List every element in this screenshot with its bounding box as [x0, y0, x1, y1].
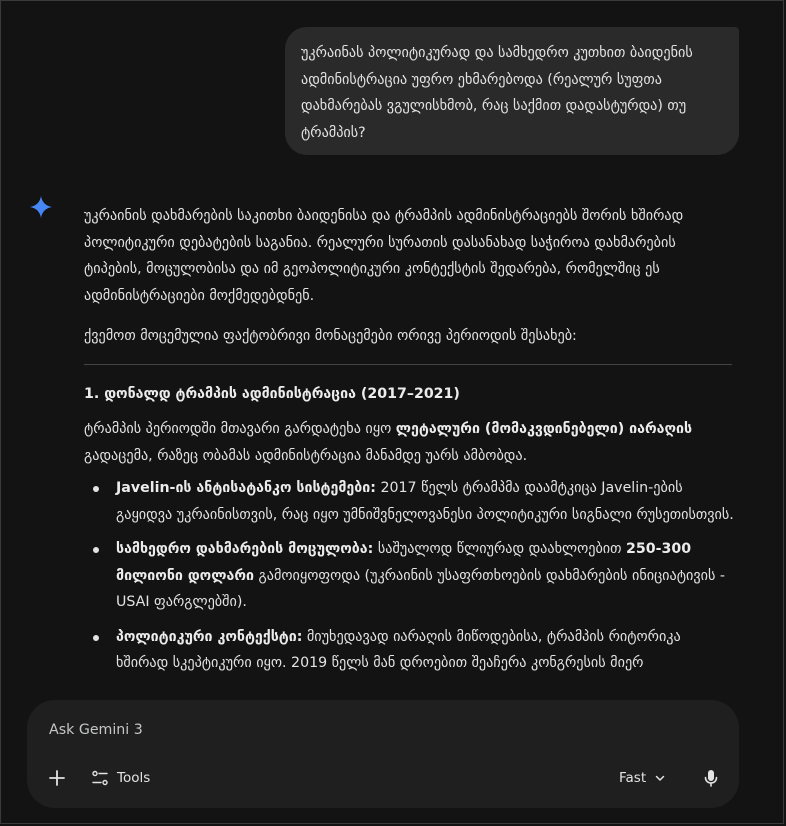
add-icon[interactable] [45, 766, 69, 790]
bullet-list [84, 475, 736, 677]
list-item: სამხედრო დახმარების მოცულობა: საშუალოდ წლიურად დაახლოებით 250-300 მილიონი დოლარი გამოიყოფოდა (უკრაინის უსაფრთხოების დახმარების ინიციატივის - USAI ფარგლებში). [84, 536, 736, 616]
list-item: Javelin-ის ანტისატანკო სისტემები: 2017 წელს ტრამპმა დაამტკიცა Javelin-ების გაყიდვა უკრაინისთვის, რაც იყო უმნიშვნელოვანესი პოლიტიკური სიგნალი რუსეთისთვის. [84, 475, 736, 528]
microphone-icon[interactable] [699, 766, 723, 790]
response-intro: უკრაინის დახმარების საკითხი ბაიდენისა და ტრამპის ადმინისტრაციებს შორის ხშირად პოლიტიკური დებატების საგანია. რეალური სურათის დასანახად საჭიროა დახმარების ტიპების, მოცულობისა და იმ გეოპოლიტიკური კონტექსტის შედარება, რომელშიც ეს ადმინისტრაციები მოქმედებდნენ. [84, 208, 684, 304]
tools-button[interactable] [91, 766, 150, 790]
chevron-down-icon [654, 772, 666, 784]
tools-label: Tools [117, 770, 151, 786]
user-message: უკრაინას პოლიტიკურად და სამხედრო კუთხით ბაიდენის ადმინისტრაცია უფრო ეხმარებოდა (რეალურ სუფთა დახმარებას ვგულისხმობ, რაც საქმით დადასტურდა) თუ ტრამპის? [285, 27, 739, 155]
tools-icon [91, 769, 109, 787]
prompt-input[interactable]: Ask Gemini 3 [49, 722, 143, 738]
mode-label: Fast [619, 770, 647, 786]
assistant-response [84, 203, 736, 696]
mode-selector[interactable] [619, 766, 666, 790]
response-lead: ქვემოთ მოცემულია ფაქტობრივი მონაცემები ორივე პერიოდის შესახებ: [84, 328, 577, 344]
section-divider [84, 364, 732, 365]
prompt-input-box[interactable] [27, 700, 739, 808]
section-heading: 1. დონალდ ტრამპის ადმინისტრაცია (2017–2021) [84, 385, 460, 402]
list-item: პოლიტიკური კონტექსტი: მიუხედავად იარაღის მიწოდებისა, ტრამპის რიტორიკა ხშირად სკეპტიკური იყო. 2019 წელს მან დროებით შეაჩერა კონგრესის მიერ [84, 624, 736, 677]
gemini-sparkle-icon [29, 195, 53, 219]
section-paragraph: ტრამპის პერიოდში მთავარი გარდატეხა იყო ლეტალური (მომაკვდინებელი) იარაღის გადაცემა, რაზეც ობამას ადმინისტრაცია მანამდე უარს ამბობდა. [84, 421, 693, 464]
